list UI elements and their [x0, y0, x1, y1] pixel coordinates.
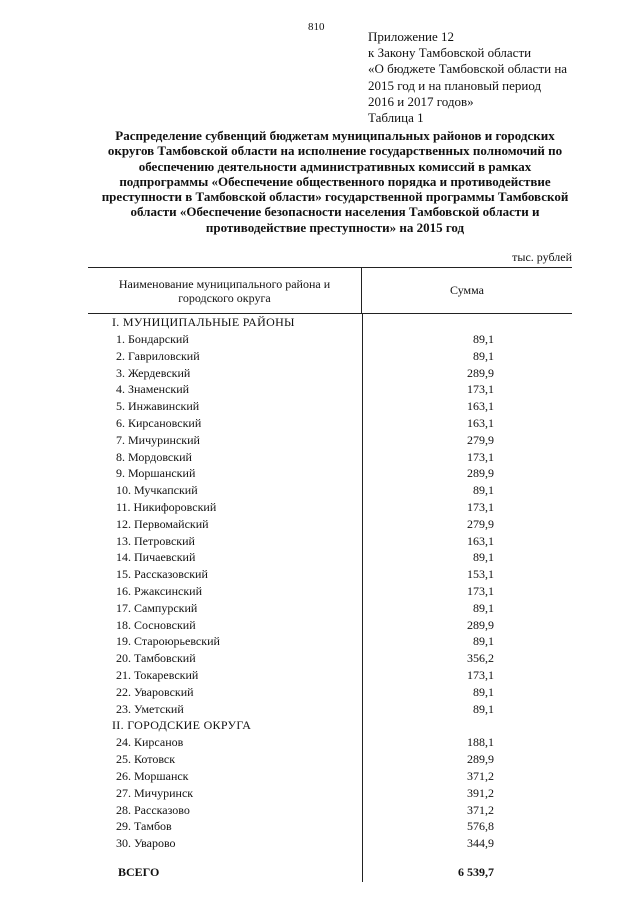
- row-name: 11. Никифоровский: [116, 499, 217, 514]
- table-row: [88, 432, 572, 449]
- table-row: [88, 818, 572, 835]
- table-row: [88, 600, 572, 617]
- row-value: 289,9: [467, 617, 494, 632]
- total-label: ВСЕГО: [118, 864, 160, 879]
- table-row: [88, 583, 572, 600]
- row-value: 89,1: [473, 550, 494, 565]
- row-value: 153,1: [467, 567, 494, 582]
- row-value: 89,1: [473, 600, 494, 615]
- row-name: 10. Мучкапский: [116, 483, 198, 498]
- table-row: [88, 734, 572, 751]
- table-row: [88, 802, 572, 819]
- row-value: 89,1: [473, 634, 494, 649]
- row-name: 17. Сампурский: [116, 600, 198, 615]
- row-value: 173,1: [467, 382, 494, 397]
- table-row: [88, 381, 572, 398]
- row-value: 356,2: [467, 651, 494, 666]
- row-value: 344,9: [467, 836, 494, 851]
- row-name: 26. Моршанск: [116, 768, 189, 783]
- row-name: 9. Моршанский: [116, 466, 196, 481]
- row-name: 5. Инжавинский: [116, 399, 200, 414]
- table-row: [88, 516, 572, 533]
- row-value: 371,2: [467, 768, 494, 783]
- row-value: 188,1: [467, 735, 494, 750]
- row-name: 30. Уварово: [116, 836, 176, 851]
- row-name: 13. Петровский: [116, 533, 195, 548]
- table-row: [88, 365, 572, 382]
- row-value: 173,1: [467, 667, 494, 682]
- row-value: 89,1: [473, 483, 494, 498]
- table-row: [88, 701, 572, 718]
- row-value: 289,9: [467, 752, 494, 767]
- table-row: [88, 549, 572, 566]
- row-value: 89,1: [473, 684, 494, 699]
- row-value: 173,1: [467, 499, 494, 514]
- section-title: II. ГОРОДСКИЕ ОКРУГА: [112, 718, 252, 733]
- row-value: 89,1: [473, 701, 494, 716]
- table-header: [88, 267, 572, 314]
- row-name: 29. Тамбов: [116, 819, 172, 834]
- row-value: 89,1: [473, 348, 494, 363]
- table-row: [88, 482, 572, 499]
- appendix-line: к Закону Тамбовской области: [368, 45, 532, 61]
- table-row: [88, 768, 572, 785]
- row-value: 576,8: [467, 819, 494, 834]
- row-name: 22. Уваровский: [116, 684, 194, 699]
- subsidy-table: [88, 267, 572, 882]
- units-label: тыс. рублей: [512, 250, 572, 264]
- table-row: [88, 650, 572, 667]
- appendix-line: Таблица 1: [368, 110, 424, 126]
- row-name: 8. Мордовский: [116, 449, 192, 464]
- header-sum-column: Сумма: [450, 283, 484, 297]
- row-value: 279,9: [467, 432, 494, 447]
- appendix-line: Приложение 12: [368, 29, 455, 44]
- row-value: 289,9: [467, 365, 494, 380]
- row-value: 279,9: [467, 516, 494, 531]
- row-name: 12. Первомайский: [116, 516, 209, 531]
- row-name: 16. Ржаксинский: [116, 583, 202, 598]
- row-value: 163,1: [467, 533, 494, 548]
- row-name: 6. Кирсановский: [116, 415, 202, 430]
- row-value: 371,2: [467, 802, 494, 817]
- row-name: 19. Староюрьевский: [116, 634, 220, 649]
- page-number: 810: [308, 21, 325, 33]
- row-value: 163,1: [467, 415, 494, 430]
- row-name: 14. Пичаевский: [116, 550, 196, 565]
- row-name: 3. Жердевский: [116, 365, 191, 380]
- table-row: [88, 684, 572, 701]
- row-name: 7. Мичуринский: [116, 432, 200, 447]
- table-row: [88, 667, 572, 684]
- row-name: 23. Уметский: [116, 701, 184, 716]
- total-row: [88, 862, 572, 882]
- table-row: [88, 449, 572, 466]
- row-name: 20. Тамбовский: [116, 651, 196, 666]
- table-row: [88, 835, 572, 852]
- row-value: 163,1: [467, 399, 494, 414]
- column-divider: [362, 314, 363, 882]
- row-value: 173,1: [467, 583, 494, 598]
- table-row: [88, 415, 572, 432]
- table-row: [88, 533, 572, 550]
- row-name: 28. Рассказово: [116, 802, 190, 817]
- header-name-column: Наименование муниципального района и городского округа: [88, 268, 362, 313]
- total-value: 6 539,7: [458, 864, 494, 879]
- row-name: 24. Кирсанов: [116, 735, 184, 750]
- table-row: [88, 617, 572, 634]
- row-name: 4. Знаменский: [116, 382, 190, 397]
- row-value: 173,1: [467, 449, 494, 464]
- row-name: 15. Рассказовский: [116, 567, 208, 582]
- table-row: [88, 331, 572, 348]
- table-row: [88, 566, 572, 583]
- table-row: [88, 348, 572, 365]
- row-name: 2. Гавриловский: [116, 348, 200, 363]
- row-value: 89,1: [473, 332, 494, 346]
- table-row: [88, 398, 572, 415]
- table-row: [88, 633, 572, 650]
- table-row: [88, 785, 572, 802]
- row-value: 289,9: [467, 466, 494, 481]
- appendix-line: «О бюджете Тамбовской области на: [368, 61, 568, 77]
- appendix-block: [368, 29, 608, 126]
- table-body: [88, 314, 572, 882]
- appendix-line: 2016 и 2017 годов»: [368, 93, 474, 109]
- table-row: [88, 499, 572, 516]
- row-name: 27. Мичуринск: [116, 785, 194, 800]
- appendix-line: 2015 год и на плановый период: [368, 77, 542, 93]
- document-title: Распределение субвенций бюджетам муниципальных районов и городских округов Тамбовской области на исполнение государственных полномочий по обеспечению деятельности административных комиссий в рамках подпрограммы «Обеспечение общественного порядка и противодействие преступности в Тамбовской области» государственной программы Тамбовской области «Обеспечение безопасности населения Тамбовской области и противодействие преступности» на 2015 год: [101, 128, 569, 235]
- table-row: [88, 751, 572, 768]
- row-name: 1. Бондарский: [116, 332, 189, 346]
- row-value: 391,2: [467, 785, 494, 800]
- row-name: 18. Сосновский: [116, 617, 196, 632]
- row-name: 21. Токаревский: [116, 667, 199, 682]
- section-title: I. МУНИЦИПАЛЬНЫЕ РАЙОНЫ: [112, 315, 295, 329]
- row-name: 25. Котовск: [116, 752, 176, 767]
- table-row: [88, 465, 572, 482]
